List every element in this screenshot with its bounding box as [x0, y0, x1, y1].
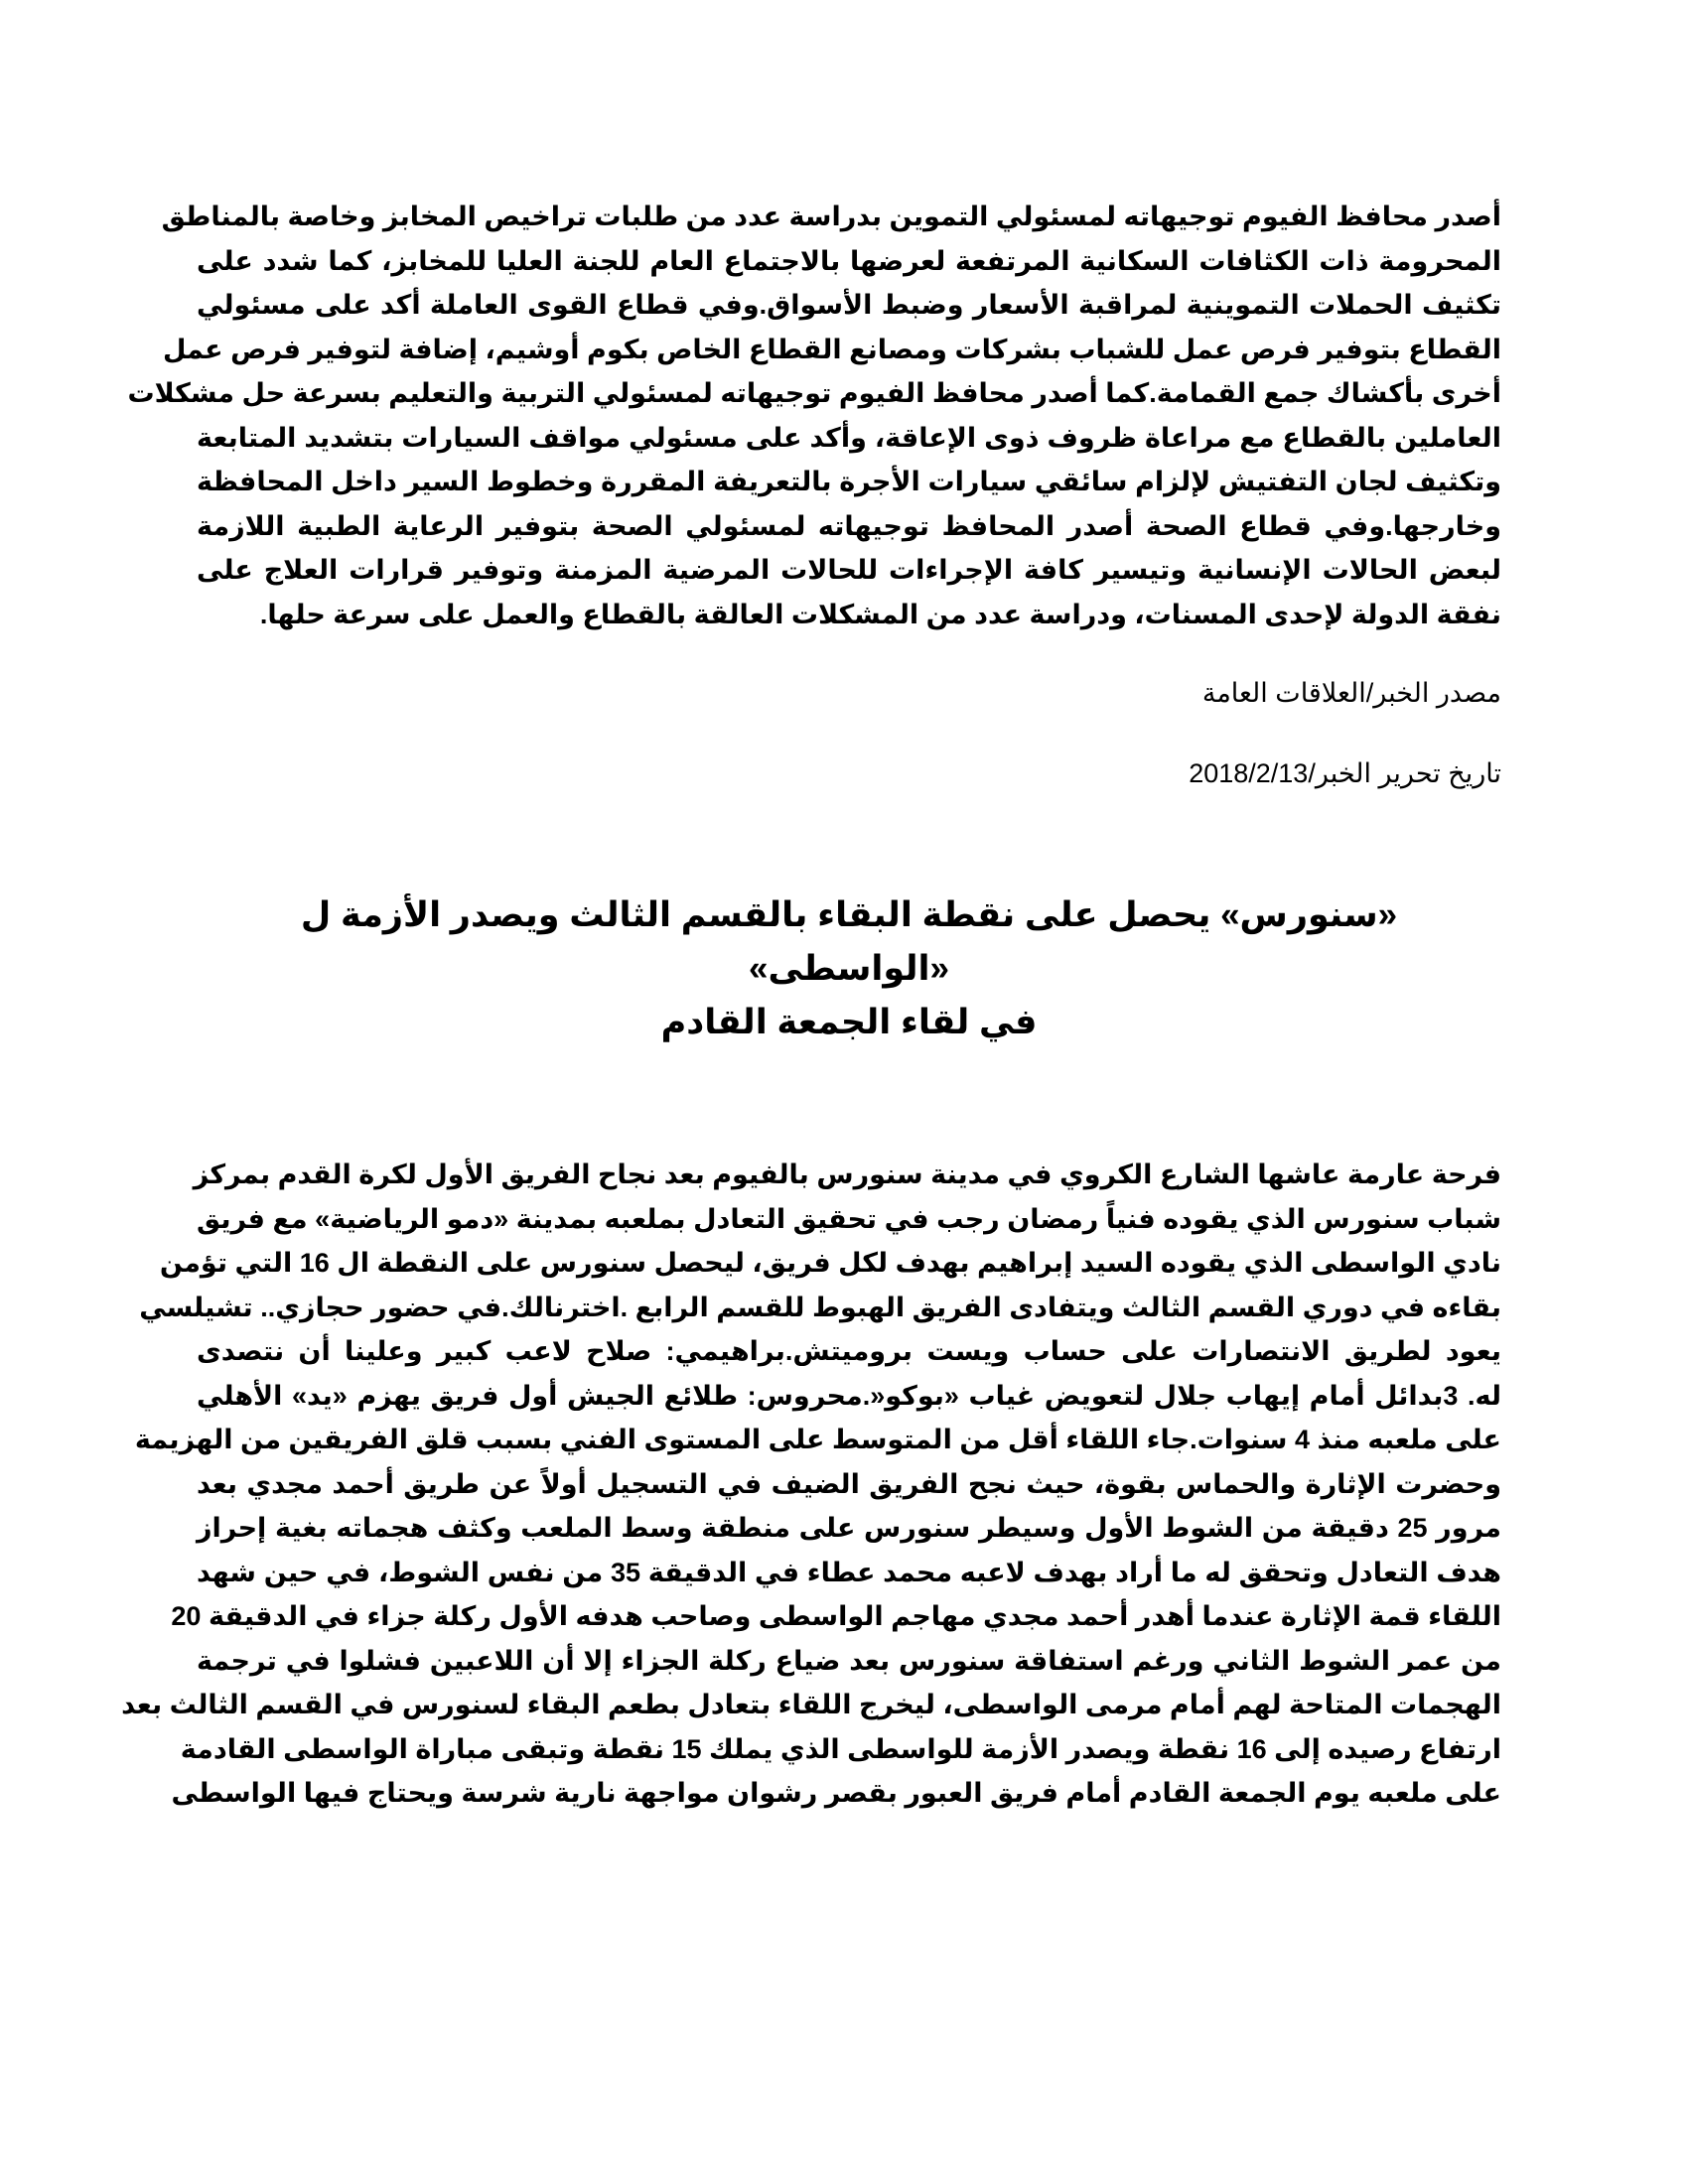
article1-line: أصدر محافظ الفيوم توجيهاته لمسئولي التموين بدراسة عدد من طلبات تراخيص المخابز وخاصة بالمناطق: [161, 202, 1501, 231]
article2-line: يعود لطريق الانتصارات على حساب ويست بروميتش.براهيمي: صلاح لاعب كبير وعلينا أن نتصدى: [197, 1336, 1501, 1366]
article1-line: لبعض الحالات الإنسانية وتيسير كافة الإجراءات للحالات المرضية المزمنة وتوفير قرارات العلاج على: [197, 555, 1501, 585]
article2-line: نادي الواسطى الذي يقوده السيد إبراهيم بهدف لكل فريق، ليحصل سنورس على النقطة ال 16 التي تؤمن: [159, 1248, 1501, 1278]
article2-line: وحضرت الإثارة والحماس بقوة، حيث نجح الفريق الضيف في التسجيل أولاً عن طريق أحمد مجدي بعد: [197, 1468, 1501, 1499]
article2-headline: [197, 888, 1501, 1049]
document-page: [121, 195, 1501, 1816]
article1-body: [127, 195, 1501, 636]
article2-line: على ملعبه يوم الجمعة القادم أمام فريق العبور بقصر رشوان مواجهة نارية شرسة ويحتاج فيها الواسطى: [171, 1778, 1501, 1808]
article1-line: العاملين بالقطاع مع مراعاة ظروف ذوى الإعاقة، وأكد على مسئولي مواقف السيارات بتشديد المتابعة: [197, 422, 1501, 453]
article2-line: اللقاء قمة الإثارة عندما أهدر أحمد مجدي مهاجم الواسطى وصاحب هدفه الأول ركلة جزاء في الدقيقة 20: [171, 1601, 1501, 1631]
article2-line: من عمر الشوط الثاني ورغم استفاقة سنورس بعد ضياع ركلة الجزاء إلا أن اللاعبين فشلوا في ترجمة: [197, 1645, 1501, 1676]
article2-line: له. 3بدائل أمام إيهاب جلال لتعويض غياب «بوكو«.محروس: طلائع الجيش أول فريق يهزم «يد» الأهلي: [197, 1380, 1501, 1411]
article1-line: نفقة الدولة لإحدى المسنات، ودراسة عدد من المشكلات العالقة بالقطاع والعمل على سرعة حلها.: [259, 599, 1501, 629]
headline-line: «سنورس» يحصل على نقطة البقاء بالقسم الثالث ويصدر الأزمة ل «الواسطى»: [300, 895, 1398, 988]
article2-line: على ملعبه منذ 4 سنوات.جاء اللقاء أقل من المتوسط على المستوى الفني بسبب قلق الفريقين من الهزيمة: [134, 1425, 1501, 1454]
article2-line: مرور 25 دقيقة من الشوط الأول وسيطر سنورس على منطقة وسط الملعب وكثف هجماته بغية إحراز: [197, 1513, 1501, 1543]
article1-line: المحرومة ذات الكثافات السكانية المرتفعة لعرضها بالاجتماع العام للجنة العليا للمخابز، كما شدد على: [197, 245, 1501, 276]
article1-line: أخرى بأكشاك جمع القمامة.كما أصدر محافظ الفيوم توجيهاته لمسئولي التربية والتعليم بسرعة حل مشكلات: [127, 378, 1501, 408]
article2-line: الهجمات المتاحة لهم أمام مرمى الواسطى، ليخرج اللقاء بتعادل بطعم البقاء لسنورس في القسم الثالث بعد: [121, 1690, 1501, 1719]
article1-line: وتكثيف لجان التفتيش لإلزام سائقي سيارات الأجرة بالتعريفة المقررة وخطوط السير داخل المحافظة: [197, 467, 1501, 496]
article2-line: هدف التعادل وتحقق له ما أراد بهدف لاعبه محمد عطاء في الدقيقة 35 من نفس الشوط، في حين شهد: [197, 1557, 1501, 1587]
article2-line: بقاءه في دوري القسم الثالث ويتفادى الفريق الهبوط للقسم الرابع .اخترنالك.في حضور حجازي.. تشيلسي: [139, 1292, 1501, 1322]
article2-body: [121, 1153, 1501, 1816]
news-source: مصدر الخبر/العلاقات العامة: [1201, 678, 1501, 708]
article1-line: وخارجها.وفي قطاع الصحة أصدر المحافظ توجيهاته لمسئولي الصحة بتوفير الرعاية الطبية اللازمة: [197, 510, 1501, 541]
article1-line: تكثيف الحملات التموينية لمراقبة الأسعار وضبط الأسواق.وفي قطاع القوى العاملة أكد على مسئولي: [197, 290, 1501, 320]
news-date: تاريخ تحرير الخبر/2018/2/13: [1189, 758, 1501, 788]
article1-line: القطاع بتوفير فرص عمل للشباب بشركات ومصانع القطاع الخاص بكوم أوشيم، إضافة لتوفير فرص عمل: [162, 334, 1501, 364]
article2-line: شباب سنورس الذي يقوده فنياً رمضان رجب في تحقيق التعادل بملعبه بمدينة «دمو الرياضية» مع فريق: [197, 1203, 1501, 1234]
article2-line: فرحة عارمة عاشها الشارع الكروي في مدينة سنورس بالفيوم بعد نجاح الفريق الأول لكرة القدم بمركز: [193, 1160, 1501, 1189]
article2-line: ارتفاع رصيده إلى 16 نقطة ويصدر الأزمة للواسطى الذي يملك 15 نقطة وتبقى مباراة الواسطى القادمة: [180, 1733, 1501, 1764]
headline-line: في لقاء الجمعة القادم: [660, 1003, 1038, 1041]
